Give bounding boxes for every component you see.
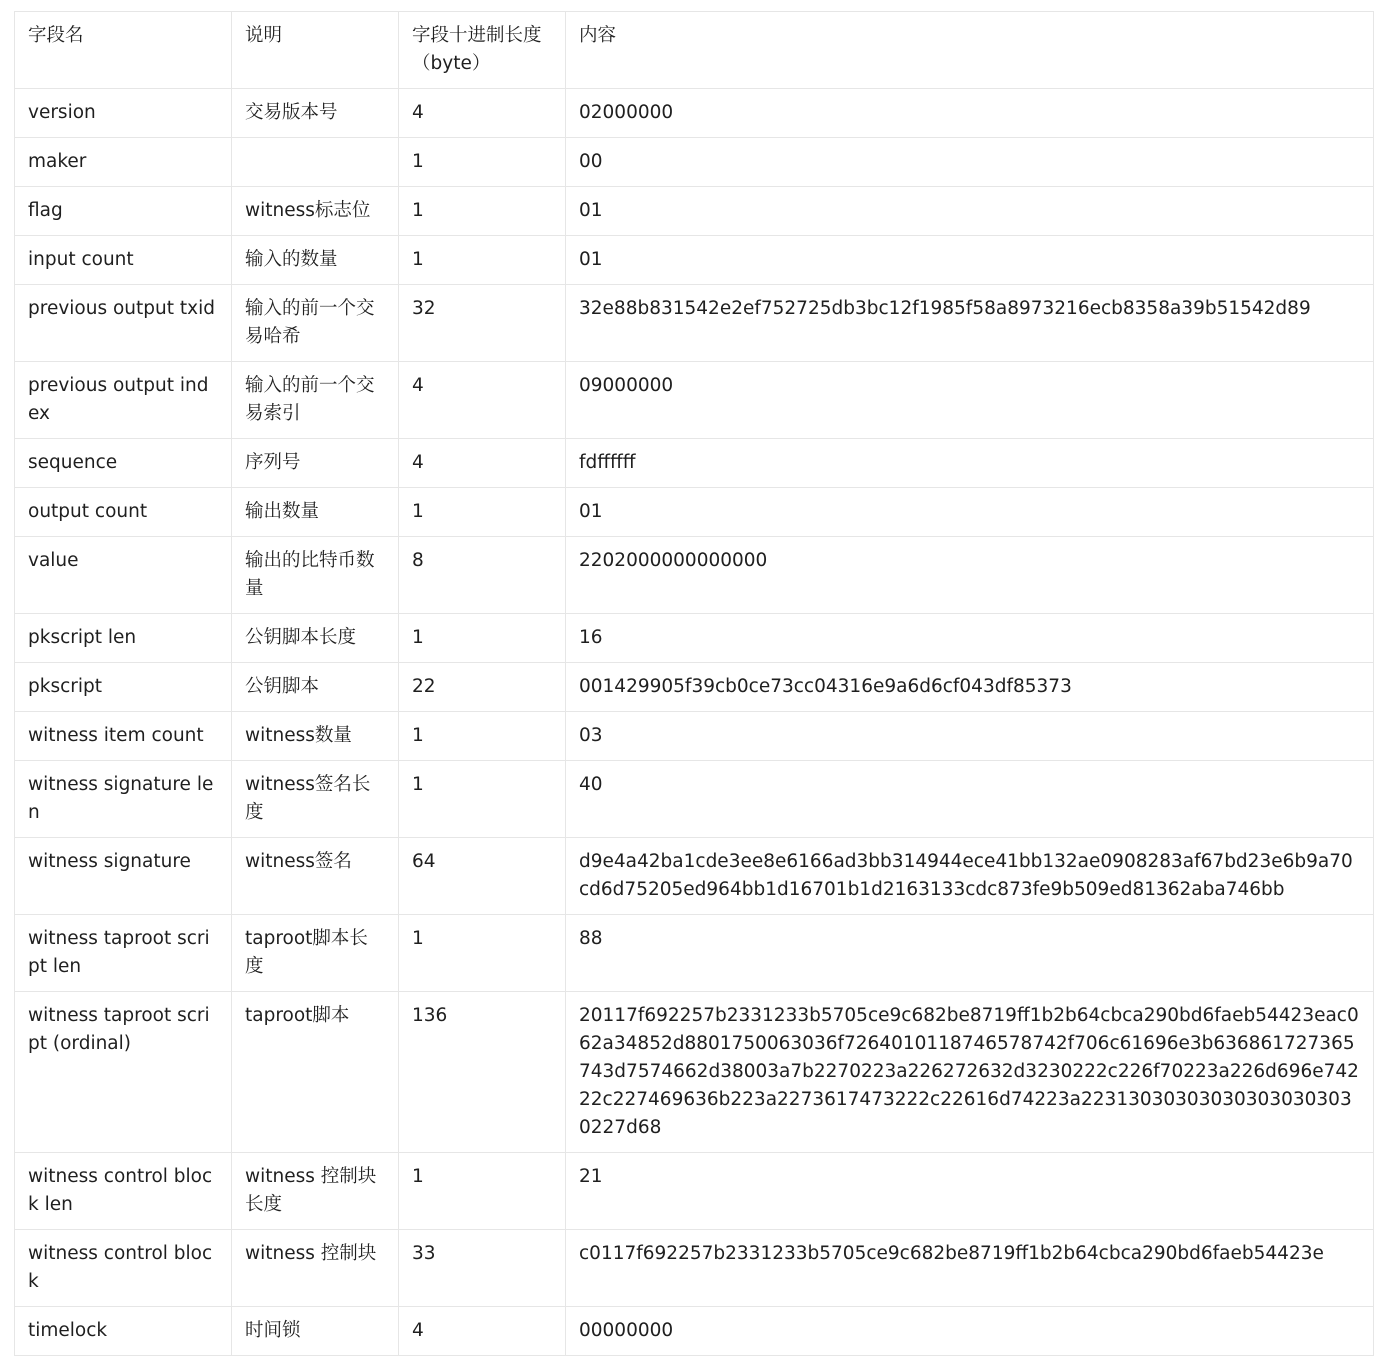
length-cell: 4 bbox=[399, 439, 566, 488]
table-body bbox=[15, 89, 1374, 1356]
field-name-cell: maker bbox=[15, 138, 232, 187]
length-cell: 1 bbox=[399, 236, 566, 285]
description-cell: 输出数量 bbox=[232, 488, 399, 537]
content-cell: 40 bbox=[566, 761, 1374, 838]
table-row bbox=[15, 992, 1374, 1153]
content-cell: 32e88b831542e2ef752725db3bc12f1985f58a8973216ecb8358a39b51542d89 bbox=[566, 285, 1374, 362]
description-cell: 输入的前一个交易哈希 bbox=[232, 285, 399, 362]
length-cell: 4 bbox=[399, 1307, 566, 1356]
table-row bbox=[15, 915, 1374, 992]
field-name-cell: witness item count bbox=[15, 712, 232, 761]
content-cell: 02000000 bbox=[566, 89, 1374, 138]
table-header bbox=[15, 12, 1374, 89]
table-row bbox=[15, 362, 1374, 439]
content-cell: 16 bbox=[566, 614, 1374, 663]
description-cell: witness 控制块长度 bbox=[232, 1153, 399, 1230]
table-row bbox=[15, 138, 1374, 187]
description-cell: witness签名长度 bbox=[232, 761, 399, 838]
field-name-cell: input count bbox=[15, 236, 232, 285]
description-cell: witness标志位 bbox=[232, 187, 399, 236]
length-cell: 1 bbox=[399, 712, 566, 761]
content-cell: fdffffff bbox=[566, 439, 1374, 488]
table-row bbox=[15, 614, 1374, 663]
table-row bbox=[15, 187, 1374, 236]
field-name-cell: timelock bbox=[15, 1307, 232, 1356]
field-name-cell: witness control block bbox=[15, 1230, 232, 1307]
description-cell: 输入的前一个交易索引 bbox=[232, 362, 399, 439]
length-cell: 1 bbox=[399, 915, 566, 992]
description-cell: 序列号 bbox=[232, 439, 399, 488]
table-row bbox=[15, 761, 1374, 838]
field-name-cell: pkscript len bbox=[15, 614, 232, 663]
description-cell: witness签名 bbox=[232, 838, 399, 915]
content-cell: 01 bbox=[566, 187, 1374, 236]
content-cell: 2202000000000000 bbox=[566, 537, 1374, 614]
header-content: 内容 bbox=[566, 12, 1374, 89]
description-cell: 时间锁 bbox=[232, 1307, 399, 1356]
content-cell: 03 bbox=[566, 712, 1374, 761]
field-name-cell: flag bbox=[15, 187, 232, 236]
field-name-cell: witness taproot script (ordinal) bbox=[15, 992, 232, 1153]
description-cell: taproot脚本长度 bbox=[232, 915, 399, 992]
table-row bbox=[15, 712, 1374, 761]
length-cell: 1 bbox=[399, 187, 566, 236]
table-row bbox=[15, 663, 1374, 712]
content-cell: 001429905f39cb0ce73cc04316e9a6d6cf043df85373 bbox=[566, 663, 1374, 712]
length-cell: 32 bbox=[399, 285, 566, 362]
header-decimal-length: 字段十进制长度（byte） bbox=[399, 12, 566, 89]
table-row bbox=[15, 488, 1374, 537]
content-cell: 21 bbox=[566, 1153, 1374, 1230]
length-cell: 1 bbox=[399, 761, 566, 838]
description-cell: witness 控制块 bbox=[232, 1230, 399, 1307]
content-cell: 01 bbox=[566, 488, 1374, 537]
content-cell: 20117f692257b2331233b5705ce9c682be8719ff1b2b64cbca290bd6faeb54423eac062a34852d8801750063036f7264010118746578742f706c61696e3b636861727365743d7574662d38003a7b2270223a226272632d3230222c226f70223a226d696e74222c227469636b223a2273617473222c22616d74223a223130303030303030303030227d68 bbox=[566, 992, 1374, 1153]
header-description: 说明 bbox=[232, 12, 399, 89]
description-cell: 输出的比特币数量 bbox=[232, 537, 399, 614]
description-cell: 交易版本号 bbox=[232, 89, 399, 138]
length-cell: 8 bbox=[399, 537, 566, 614]
transaction-fields-table-container bbox=[14, 11, 1373, 1356]
header-row bbox=[15, 12, 1374, 89]
content-cell: c0117f692257b2331233b5705ce9c682be8719ff1b2b64cbca290bd6faeb54423e bbox=[566, 1230, 1374, 1307]
content-cell: 00000000 bbox=[566, 1307, 1374, 1356]
content-cell: 09000000 bbox=[566, 362, 1374, 439]
length-cell: 64 bbox=[399, 838, 566, 915]
length-cell: 4 bbox=[399, 89, 566, 138]
description-cell: 公钥脚本长度 bbox=[232, 614, 399, 663]
length-cell: 4 bbox=[399, 362, 566, 439]
content-cell: d9e4a42ba1cde3ee8e6166ad3bb314944ece41bb132ae0908283af67bd23e6b9a70cd6d75205ed964bb1d16701b1d2163133cdc873fe9b509ed81362aba746bb bbox=[566, 838, 1374, 915]
field-name-cell: witness signature bbox=[15, 838, 232, 915]
table-row bbox=[15, 285, 1374, 362]
field-name-cell: previous output index bbox=[15, 362, 232, 439]
transaction-fields-table bbox=[14, 11, 1374, 1356]
table-row bbox=[15, 1153, 1374, 1230]
field-name-cell: witness taproot script len bbox=[15, 915, 232, 992]
field-name-cell: witness signature len bbox=[15, 761, 232, 838]
content-cell: 00 bbox=[566, 138, 1374, 187]
description-cell bbox=[232, 138, 399, 187]
field-name-cell: version bbox=[15, 89, 232, 138]
header-field-name: 字段名 bbox=[15, 12, 232, 89]
content-cell: 01 bbox=[566, 236, 1374, 285]
length-cell: 33 bbox=[399, 1230, 566, 1307]
content-cell: 88 bbox=[566, 915, 1374, 992]
length-cell: 136 bbox=[399, 992, 566, 1153]
field-name-cell: output count bbox=[15, 488, 232, 537]
description-cell: 输入的数量 bbox=[232, 236, 399, 285]
field-name-cell: value bbox=[15, 537, 232, 614]
description-cell: witness数量 bbox=[232, 712, 399, 761]
table-row bbox=[15, 1230, 1374, 1307]
length-cell: 1 bbox=[399, 138, 566, 187]
table-row bbox=[15, 537, 1374, 614]
table-row bbox=[15, 236, 1374, 285]
length-cell: 1 bbox=[399, 488, 566, 537]
table-row bbox=[15, 439, 1374, 488]
description-cell: 公钥脚本 bbox=[232, 663, 399, 712]
field-name-cell: sequence bbox=[15, 439, 232, 488]
field-name-cell: previous output txid bbox=[15, 285, 232, 362]
table-row bbox=[15, 1307, 1374, 1356]
length-cell: 22 bbox=[399, 663, 566, 712]
field-name-cell: pkscript bbox=[15, 663, 232, 712]
length-cell: 1 bbox=[399, 614, 566, 663]
table-row bbox=[15, 89, 1374, 138]
description-cell: taproot脚本 bbox=[232, 992, 399, 1153]
table-row bbox=[15, 838, 1374, 915]
length-cell: 1 bbox=[399, 1153, 566, 1230]
field-name-cell: witness control block len bbox=[15, 1153, 232, 1230]
